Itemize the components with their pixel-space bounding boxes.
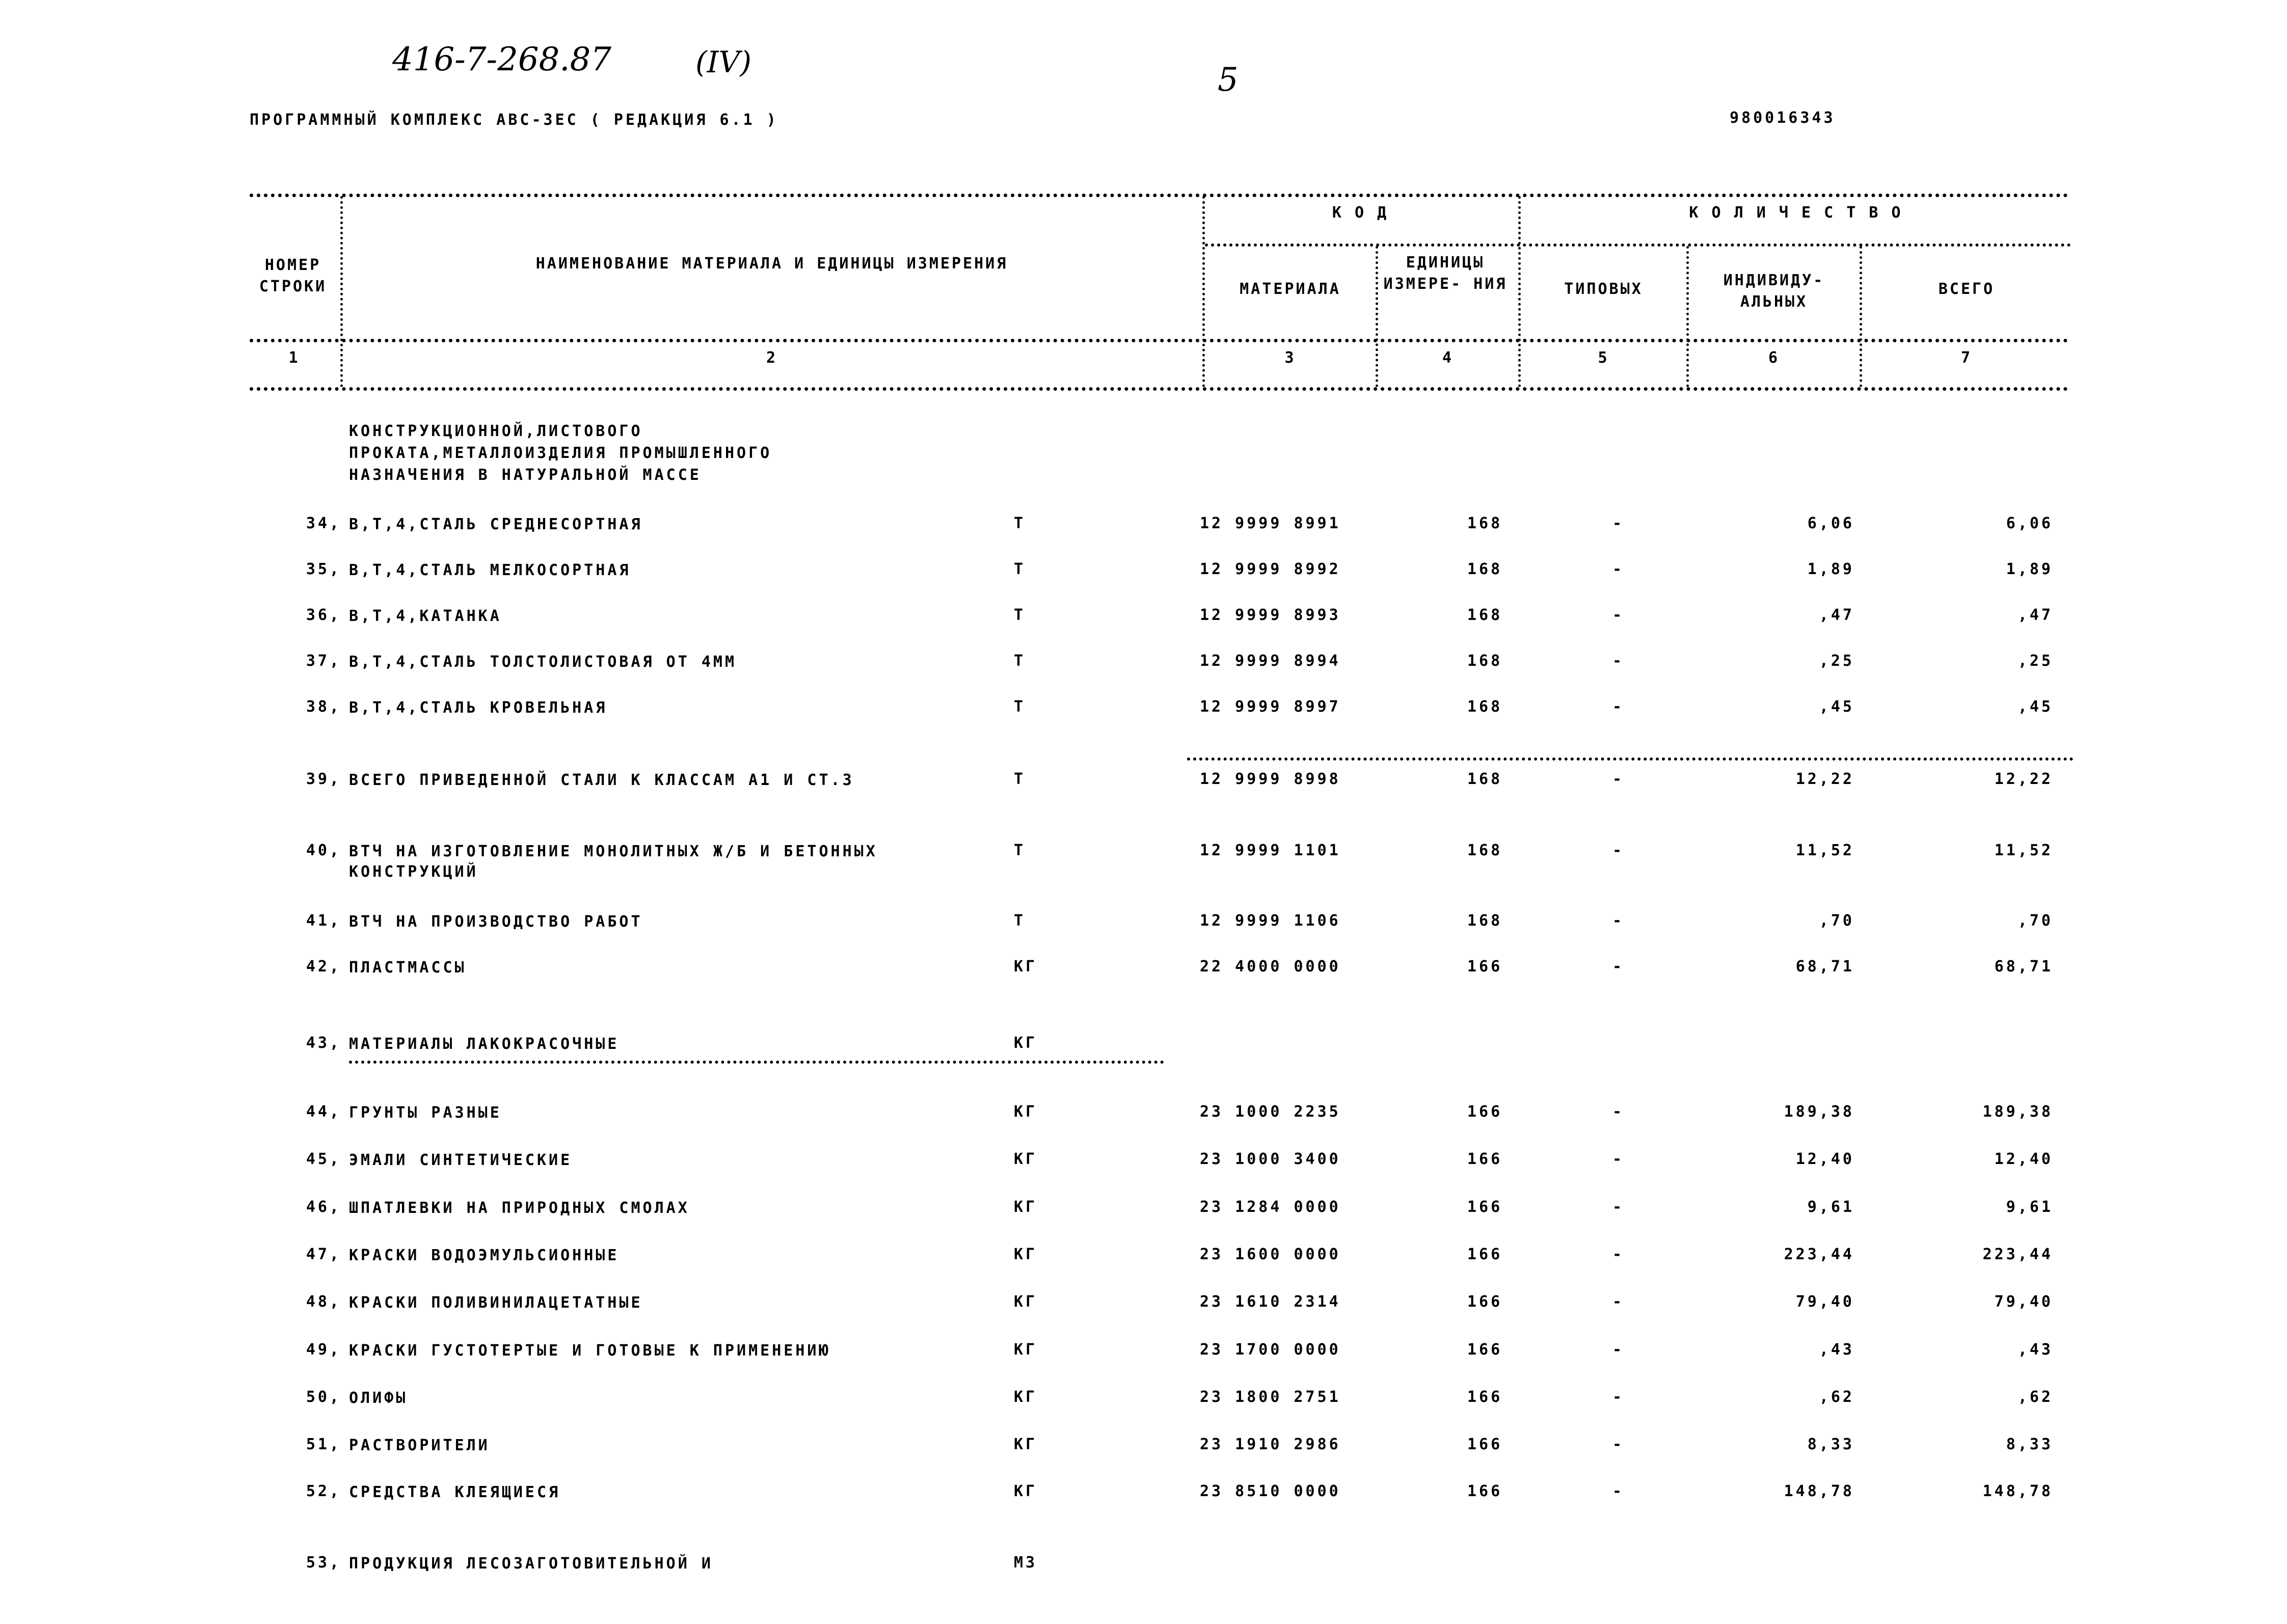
col-sep-3: [1376, 246, 1378, 387]
row-material-code: 12 9999 8998: [1200, 770, 1341, 788]
row-number: 46,: [306, 1198, 341, 1216]
row-individual: ,62: [1819, 1388, 1854, 1406]
row-number: 41,: [306, 912, 341, 930]
row-unit-code: 168: [1467, 652, 1503, 670]
row-number: 35,: [306, 560, 341, 578]
col-number-3: 3: [1284, 349, 1296, 367]
doc-mark-handwritten: (IV): [695, 45, 752, 79]
row-number: 36,: [306, 606, 341, 624]
row-unit-code: 166: [1467, 1482, 1503, 1500]
row-number: 50,: [306, 1388, 341, 1406]
row-material-code: 23 1000 2235: [1200, 1103, 1341, 1121]
row-unit-code: 166: [1467, 1341, 1503, 1359]
row-name: СРЕДСТВА КЛЕЯЩИЕСЯ: [349, 1483, 561, 1501]
section-title-line: ПРОКАТА,МЕТАЛЛОИЗДЕЛИЯ ПРОМЫШЛЕННОГО: [349, 444, 772, 462]
row-name: ПЛАСТМАССЫ: [349, 959, 467, 977]
row-name: В,Т,4,КАТАНКА: [349, 607, 502, 625]
col-sep-1: [340, 196, 343, 387]
header-qty-typical: ТИПОВЫХ: [1564, 280, 1643, 298]
row-individual: 8,33: [1807, 1436, 1854, 1453]
row-typical: -: [1612, 560, 1625, 578]
row-total: 12,40: [1994, 1150, 2053, 1168]
row-number: 48,: [306, 1293, 341, 1311]
row-unit: КГ: [1014, 958, 1038, 976]
row-typical: -: [1612, 652, 1625, 670]
header-code-unit: ЕДИНИЦЫ ИЗМЕРЕ- НИЯ: [1383, 254, 1508, 293]
row-unit: КГ: [1014, 1198, 1038, 1216]
row-individual: 148,78: [1784, 1482, 1854, 1500]
row-total: ,47: [2017, 606, 2053, 624]
row-unit-code: 166: [1467, 1103, 1503, 1121]
row-unit-code: 168: [1467, 560, 1503, 578]
header-rule-bottom: [250, 387, 2068, 391]
program-line: ПРОГРАММНЫЙ КОМПЛЕКС АВС-3ЕС ( РЕДАКЦИЯ 6.1 ): [250, 111, 778, 129]
row-name: ЭМАЛИ СИНТЕТИЧЕСКИЕ: [349, 1151, 573, 1169]
header-name: НАИМЕНОВАНИЕ МАТЕРИАЛА И ЕДИНИЦЫ ИЗМЕРЕНИЯ: [535, 255, 1008, 273]
row-material-code: 12 9999 1101: [1200, 842, 1341, 859]
row-name: В,Т,4,СТАЛЬ ТОЛСТОЛИСТОВАЯ ОТ 4ММ: [349, 653, 737, 671]
row-unit: М3: [1014, 1554, 1038, 1572]
row-typical: -: [1612, 1388, 1625, 1406]
row-number: 51,: [306, 1436, 341, 1453]
row-unit-code: 166: [1467, 1436, 1503, 1453]
row-name: РАСТВОРИТЕЛИ: [349, 1437, 490, 1454]
row-name: ВТЧ НА ИЗГОТОВЛЕНИЕ МОНОЛИТНЫХ Ж/Б И БЕТОННЫХ КОНСТРУКЦИЙ: [349, 843, 878, 881]
row-material-code: 23 1800 2751: [1200, 1388, 1341, 1406]
row-material-code: 23 1000 3400: [1200, 1150, 1341, 1168]
row-unit: Т: [1014, 652, 1026, 670]
row-typical: -: [1612, 912, 1625, 930]
row-unit-code: 168: [1467, 912, 1503, 930]
row-number: 39,: [306, 770, 341, 788]
row-unit: Т: [1014, 698, 1026, 716]
row-total: 1,89: [2006, 560, 2053, 578]
row-material-code: 12 9999 1106: [1200, 912, 1341, 930]
row-number: 53,: [306, 1554, 341, 1572]
row-typical: -: [1612, 1246, 1625, 1263]
row-unit: Т: [1014, 842, 1026, 859]
doc-code-handwritten: 416-7-268.87: [392, 41, 612, 78]
row-typical: -: [1612, 1341, 1625, 1359]
row-unit-code: 166: [1467, 958, 1503, 976]
row-material-code: 12 9999 8994: [1200, 652, 1341, 670]
row-total: 9,61: [2006, 1198, 2053, 1216]
row-number: 43,: [306, 1034, 341, 1052]
row-total: 223,44: [1982, 1246, 2053, 1263]
row-total: 11,52: [1994, 842, 2053, 859]
header-code: К О Д: [1332, 204, 1389, 222]
row-total: 148,78: [1982, 1482, 2053, 1500]
row-unit-code: 168: [1467, 698, 1503, 716]
row-name: КРАСКИ ВОДОЭМУЛЬСИОННЫЕ: [349, 1247, 620, 1264]
section-title-line: КОНСТРУКЦИОННОЙ,ЛИСТОВОГО: [349, 422, 643, 440]
row-unit: КГ: [1014, 1436, 1038, 1453]
row-typical: -: [1612, 1103, 1625, 1121]
row-unit: КГ: [1014, 1388, 1038, 1406]
col-number-7: 7: [1960, 349, 1973, 367]
row-name: МАТЕРИАЛЫ ЛАКОКРАСОЧНЫЕ: [349, 1035, 620, 1053]
header-rule-mid: [250, 339, 2068, 342]
row-unit-code: 166: [1467, 1293, 1503, 1311]
row-individual: 68,71: [1795, 958, 1854, 976]
row-individual: 11,52: [1795, 842, 1854, 859]
row-total: ,62: [2017, 1388, 2053, 1406]
header-quantity: К О Л И Ч Е С Т В О: [1689, 204, 1903, 222]
row-material-code: 12 9999 8997: [1200, 698, 1341, 716]
row-typical: -: [1612, 770, 1625, 788]
row-total: 189,38: [1982, 1103, 2053, 1121]
row-individual: 12,22: [1795, 770, 1854, 788]
row-material-code: 23 1610 2314: [1200, 1293, 1341, 1311]
row-unit: Т: [1014, 560, 1026, 578]
row-unit-code: 168: [1467, 842, 1503, 859]
col-number-2: 2: [766, 349, 778, 367]
row-name: ШПАТЛЕВКИ НА ПРИРОДНЫХ СМОЛАХ: [349, 1199, 690, 1217]
row-unit: КГ: [1014, 1293, 1038, 1311]
row-unit: Т: [1014, 770, 1026, 788]
col-sep-2: [1202, 196, 1205, 387]
row-unit-code: 168: [1467, 515, 1503, 532]
row-number: 37,: [306, 652, 341, 670]
row-total: ,45: [2017, 698, 2053, 716]
code-group-rule: [1205, 243, 2071, 247]
section-title: [349, 420, 772, 486]
row-material-code: 12 9999 8993: [1200, 606, 1341, 624]
row-name: КРАСКИ ГУСТОТЕРТЫЕ И ГОТОВЫЕ К ПРИМЕНЕНИЮ: [349, 1342, 831, 1360]
row-unit: КГ: [1014, 1034, 1038, 1052]
row-typical: -: [1612, 1436, 1625, 1453]
row-individual: 12,40: [1795, 1150, 1854, 1168]
header-rule-top: [250, 194, 2068, 197]
col-number-1: 1: [288, 349, 300, 367]
row-name: ПРОДУКЦИЯ ЛЕСОЗАГОТОВИТЕЛЬНОЙ И: [349, 1555, 713, 1573]
row-number: 45,: [306, 1150, 341, 1168]
row-total: 6,06: [2006, 515, 2053, 532]
row-individual: ,25: [1819, 652, 1854, 670]
row-name: В,Т,4,СТАЛЬ СРЕДНЕСОРТНАЯ: [349, 516, 643, 533]
row-material-code: 12 9999 8991: [1200, 515, 1341, 532]
row-number: 40,: [306, 842, 341, 859]
row-number: 47,: [306, 1246, 341, 1263]
subtotal-separator: [1187, 757, 2074, 761]
row-individual: 9,61: [1807, 1198, 1854, 1216]
row-typical: -: [1612, 515, 1625, 532]
row-total: 12,22: [1994, 770, 2053, 788]
row-number: 52,: [306, 1482, 341, 1500]
row-number: 42,: [306, 958, 341, 976]
row-unit: КГ: [1014, 1103, 1038, 1121]
row-individual: ,47: [1819, 606, 1854, 624]
row-unit: Т: [1014, 606, 1026, 624]
row-name: ВТЧ НА ПРОИЗВОДСТВО РАБОТ: [349, 913, 643, 931]
col-sep-5: [1686, 246, 1689, 387]
row-total: 68,71: [1994, 958, 2053, 976]
row-unit-code: 166: [1467, 1150, 1503, 1168]
row-name: ГРУНТЫ РАЗНЫЕ: [349, 1104, 502, 1122]
row-material-code: 22 4000 0000: [1200, 958, 1341, 976]
row-name: В,Т,4,СТАЛЬ КРОВЕЛЬНАЯ: [349, 699, 608, 717]
row-unit-code: 166: [1467, 1198, 1503, 1216]
row-total: 8,33: [2006, 1436, 2053, 1453]
row-individual: ,43: [1819, 1341, 1854, 1359]
header-code-material: МАТЕРИАЛА: [1240, 280, 1341, 298]
row-typical: -: [1612, 842, 1625, 859]
row-name: В,Т,4,СТАЛЬ МЕЛКОСОРТНАЯ: [349, 561, 631, 579]
row-typical: -: [1612, 1198, 1625, 1216]
row-unit-code: 168: [1467, 606, 1503, 624]
row-unit-code: 168: [1467, 770, 1503, 788]
row-typical: -: [1612, 1482, 1625, 1500]
row-unit: Т: [1014, 912, 1026, 930]
row-name: ОЛИФЫ: [349, 1389, 408, 1407]
row-number: 34,: [306, 515, 341, 532]
row-material-code: 12 9999 8992: [1200, 560, 1341, 578]
row-name: КРАСКИ ПОЛИВИНИЛАЦЕТАТНЫЕ: [349, 1294, 643, 1312]
row-material-code: 23 1284 0000: [1200, 1198, 1341, 1216]
col-sep-6: [1860, 246, 1862, 387]
row-unit: КГ: [1014, 1482, 1038, 1500]
header-row-number: НОМЕР СТРОКИ: [259, 256, 327, 295]
row-material-code: 23 1910 2986: [1200, 1436, 1341, 1453]
col-number-6: 6: [1768, 349, 1780, 367]
header-qty-total: ВСЕГО: [1938, 280, 1995, 298]
row-number: 44,: [306, 1103, 341, 1121]
row-unit: КГ: [1014, 1246, 1038, 1263]
row-individual: 6,06: [1807, 515, 1854, 532]
header-qty-individual: ИНДИВИДУ- АЛЬНЫХ: [1723, 272, 1825, 311]
section-title-line: НАЗНАЧЕНИЯ В НАТУРАЛЬНОЙ МАССЕ: [349, 466, 702, 484]
row-total: ,25: [2017, 652, 2053, 670]
row-typical: -: [1612, 698, 1625, 716]
row-unit: Т: [1014, 515, 1026, 532]
row-unit-code: 166: [1467, 1246, 1503, 1263]
row-individual: ,70: [1819, 912, 1854, 930]
row-typical: -: [1612, 1293, 1625, 1311]
col-number-4: 4: [1442, 349, 1454, 367]
paint-section-underline: [349, 1061, 1164, 1064]
row-individual: ,45: [1819, 698, 1854, 716]
row-name: ВСЕГО ПРИВЕДЕННОЙ СТАЛИ К КЛАССАМ А1 И СТ.3: [349, 771, 854, 789]
doc-id: 980016343: [1730, 109, 1836, 127]
row-individual: 189,38: [1784, 1103, 1854, 1121]
row-unit: КГ: [1014, 1341, 1038, 1359]
row-typical: -: [1612, 1150, 1625, 1168]
row-total: ,70: [2017, 912, 2053, 930]
row-individual: 1,89: [1807, 560, 1854, 578]
row-material-code: 23 1700 0000: [1200, 1341, 1341, 1359]
row-typical: -: [1612, 958, 1625, 976]
row-number: 38,: [306, 698, 341, 716]
col-sep-4: [1518, 196, 1521, 387]
row-individual: 79,40: [1795, 1293, 1854, 1311]
row-total: ,43: [2017, 1341, 2053, 1359]
row-unit: КГ: [1014, 1150, 1038, 1168]
row-typical: -: [1612, 606, 1625, 624]
row-unit-code: 166: [1467, 1388, 1503, 1406]
col-number-5: 5: [1598, 349, 1609, 367]
row-material-code: 23 1600 0000: [1200, 1246, 1341, 1263]
row-individual: 223,44: [1784, 1246, 1854, 1263]
row-material-code: 23 8510 0000: [1200, 1482, 1341, 1500]
row-total: 79,40: [1994, 1293, 2053, 1311]
row-number: 49,: [306, 1341, 341, 1359]
page-number: 5: [1218, 61, 1239, 99]
